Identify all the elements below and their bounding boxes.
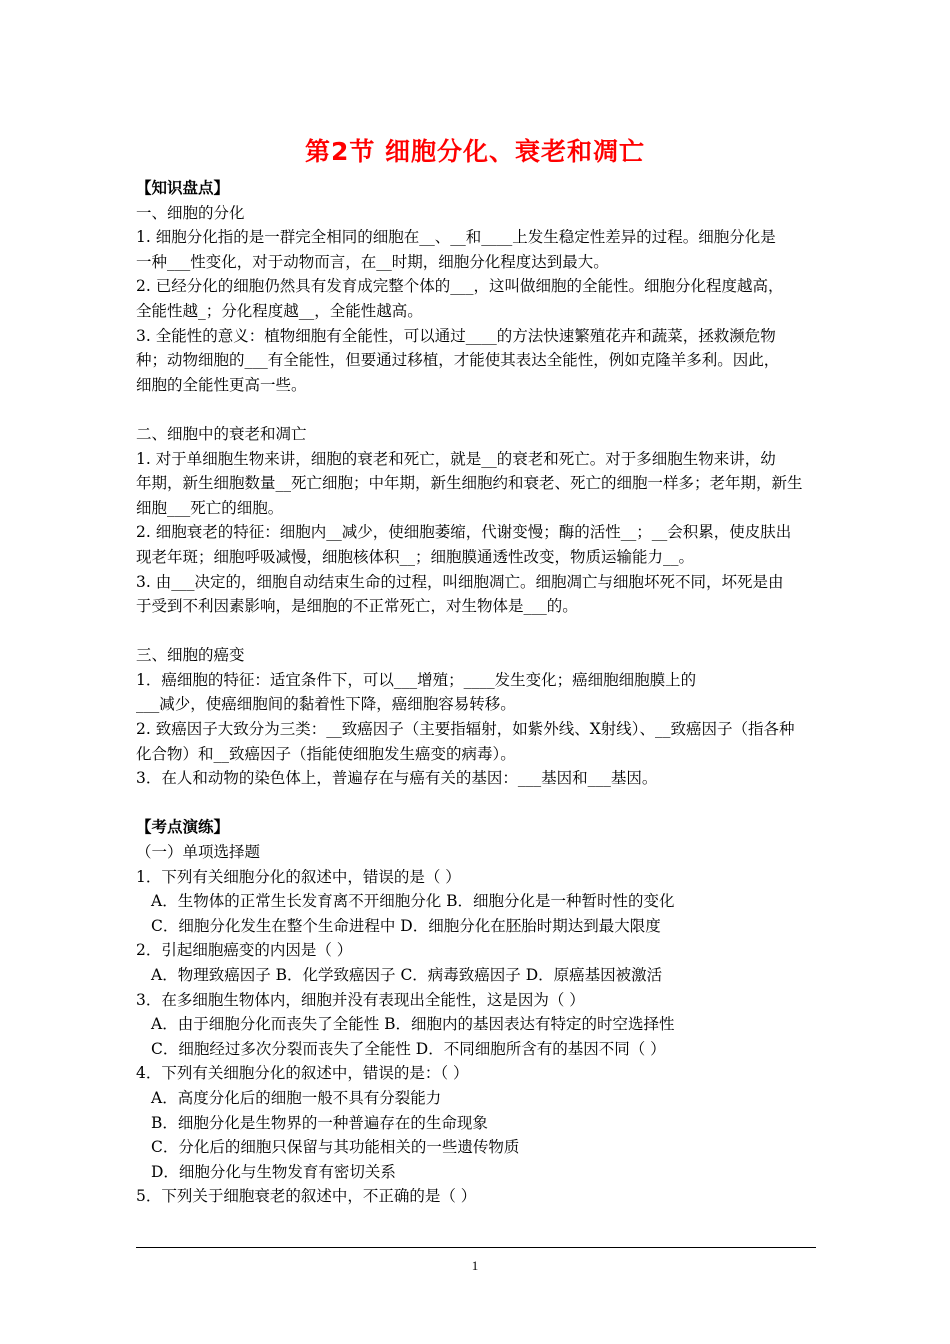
section-1-title: 一、细胞的分化 — [136, 203, 245, 222]
paragraph-line: 年期，新生细胞数量__死亡细胞；中年期，新生细胞约和衰老、死亡的细胞一样多；老年期，新生 — [136, 474, 803, 493]
paragraph-line: 种；动物细胞的___有全能性，但要通过移植，才能使其表达全能性，例如克隆羊多利。因此， — [136, 351, 780, 370]
question-4-option-c: C．分化后的细胞只保留与其功能相关的一些遗传物质 — [151, 1138, 520, 1157]
paragraph-line: 细胞___死亡的细胞。 — [136, 498, 284, 517]
question-4-option-d: D．细胞分化与生物发育有密切关系 — [151, 1162, 396, 1181]
paragraph-line: 3. 由___决定的，细胞自动结束生命的过程，叫细胞凋亡。细胞凋亡与细胞坏死不同，坏死是由 — [136, 572, 784, 591]
paragraph-line: 化合物）和__致癌因子（指能使细胞发生癌变的病毒）。 — [136, 744, 516, 763]
question-4: 4．下列有关细胞分化的叙述中，错误的是：（ ） — [136, 1064, 469, 1083]
document-body — [136, 176, 816, 1209]
paragraph-line: 现老年斑；细胞呼吸减慢，细胞核体积__；细胞膜通透性改变，物质运输能力__。 — [136, 547, 695, 566]
section-2-title: 二、细胞中的衰老和凋亡 — [136, 424, 307, 443]
knowledge-heading: 【知识盘点】 — [136, 178, 230, 197]
footer-divider — [136, 1247, 816, 1248]
paragraph-line: 1. 细胞分化指的是一群完全相同的细胞在__、__和____上发生稳定性差异的过程。细胞分化是 — [136, 228, 776, 247]
paragraph-line: 3. 全能性的意义：植物细胞有全能性，可以通过____的方法快速繁殖花卉和蔬菜，拯救濒危物 — [136, 326, 776, 345]
paragraph-line: 全能性越_；分化程度越__，全能性越高。 — [136, 301, 423, 320]
paragraph-line: 3．在人和动物的染色体上，普遍存在与癌有关的基因：___基因和___基因。 — [136, 769, 658, 788]
question-5: 5．下列关于细胞衰老的叙述中，不正确的是（ ） — [136, 1187, 477, 1206]
paragraph-line: 2. 细胞衰老的特征：细胞内__减少，使细胞萎缩，代谢变慢；酶的活性__；__会积累，使皮肤出 — [136, 523, 792, 542]
question-1: 1．下列有关细胞分化的叙述中，错误的是（ ） — [136, 867, 461, 886]
question-3: 3．在多细胞生物体内，细胞并没有表现出全能性，这是因为（ ） — [136, 990, 585, 1009]
question-4-option-a: A．高度分化后的细胞一般不具有分裂能力 — [151, 1088, 442, 1107]
paragraph-line: ___减少，使癌细胞间的黏着性下降，癌细胞容易转移。 — [136, 695, 516, 714]
section-3-title: 三、细胞的癌变 — [136, 646, 245, 665]
question-2-options: A．物理致癌因子 B．化学致癌因子 C．病毒致癌因子 D．原癌基因被激活 — [151, 966, 663, 984]
page-number: 1 — [471, 1258, 479, 1273]
page-title: 第2节 细胞分化、衰老和凋亡 — [304, 137, 646, 166]
paragraph-line: 2. 致癌因子大致分为三类：__致癌因子（主要指辐射，如紫外线、X射线）、__致癌因子（指各种 — [136, 720, 795, 739]
question-3-options-cd: C．细胞经过多次分裂而丧失了全能性 D．不同细胞所含有的基因不同（ ） — [151, 1039, 666, 1058]
paragraph-line: 2. 已经分化的细胞仍然具有发育成完整个体的___，这叫做细胞的全能性。细胞分化程度越高， — [136, 277, 784, 296]
question-3-options-ab: A．由于细胞分化而丧失了全能性 B．细胞内的基因表达有特定的时空选择性 — [151, 1015, 675, 1034]
paragraph-line: 1．癌细胞的特征：适宜条件下，可以___增殖；____发生变化；癌细胞细胞膜上的 — [136, 670, 697, 689]
paragraph-line: 细胞的全能性更高一些。 — [136, 375, 307, 394]
question-2: 2．引起细胞癌变的内因是（ ） — [136, 941, 353, 960]
paragraph-line: 于受到不利因素影响，是细胞的不正常死亡，对生物体是___的。 — [136, 597, 578, 616]
exercise-subheading: （一）单项选择题 — [136, 843, 261, 862]
paragraph-line: 1. 对于单细胞生物来讲，细胞的衰老和死亡，就是__的衰老和死亡。对于多细胞生物来讲，幼 — [136, 449, 776, 468]
question-1-options-cd: C．细胞分化发生在整个生命进程中 D．细胞分化在胚胎时期达到最大限度 — [151, 916, 661, 935]
paragraph-line: 一种___性变化，对于动物而言，在__时期，细胞分化程度达到最大。 — [136, 252, 609, 271]
question-1-options-ab: A．生物体的正常生长发育离不开细胞分化 B．细胞分化是一种暂时性的变化 — [151, 892, 675, 911]
question-4-option-b: B．细胞分化是生物界的一种普遍存在的生命现象 — [151, 1113, 488, 1132]
exercise-heading: 【考点演练】 — [136, 817, 230, 837]
